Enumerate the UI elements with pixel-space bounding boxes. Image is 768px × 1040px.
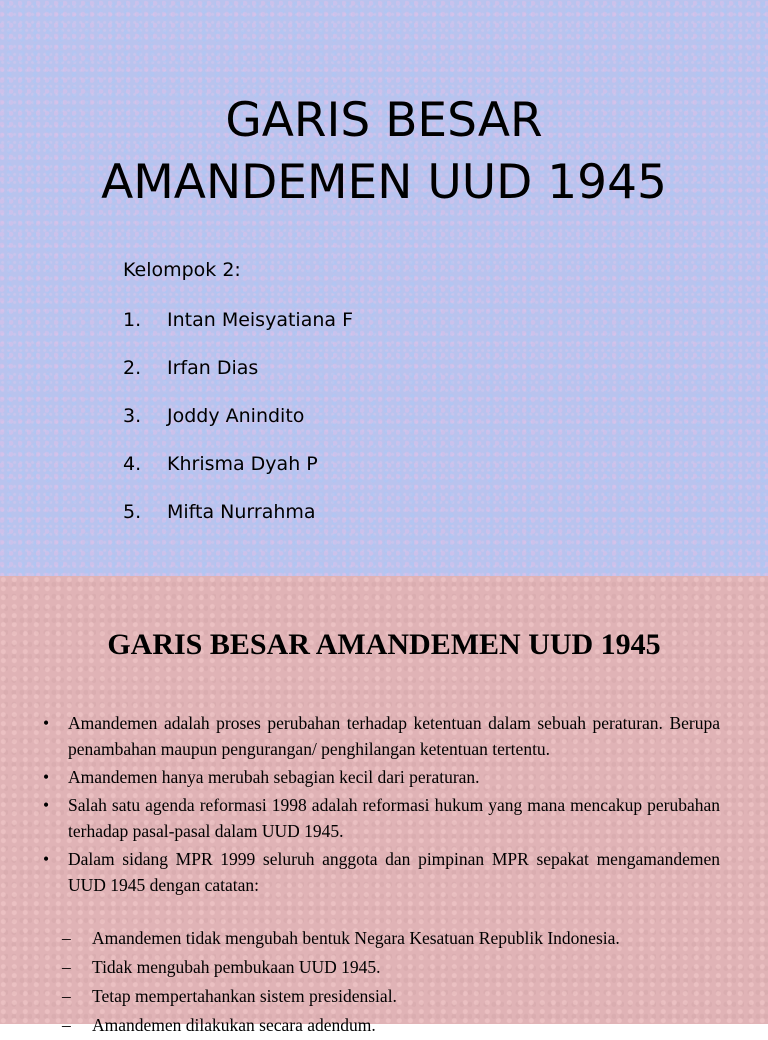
sub-bullet-marker: – [62,957,71,977]
sub-bullet-text: Tidak mengubah pembukaan UUD 1945. [92,957,381,977]
bullet-marker: • [43,849,50,869]
sub-bullet-marker: – [62,928,71,948]
sub-bullet-item [62,953,722,982]
bullet-item [43,792,720,844]
member-name: Joddy Anindito [167,405,305,427]
bullet-item [43,764,720,790]
sub-bullet-text: Amandemen tidak mengubah bentuk Negara Kesatuan Republik Indonesia. [92,928,620,948]
member-number: 1. [123,309,142,331]
member-item [123,355,353,403]
member-name: Khrisma Dyah P [167,453,318,475]
slide-1-title-line-1: GARIS BESAR [225,93,543,148]
sub-bullet-text: Amandemen dilakukan secara adendum. [92,1015,376,1035]
bullet-text: Amandemen hanya merubah sebagian kecil dari peraturan. [68,767,480,787]
member-number: 5. [123,501,142,523]
member-name: Intan Meisyatiana F [167,309,353,331]
slide-2 [0,576,768,1035]
sub-bullet-marker: – [62,1015,71,1035]
bullet-marker: • [43,795,50,815]
member-name: Irfan Dias [167,357,259,379]
member-name: Mifta Nurrahma [167,501,316,523]
bullet-item [43,710,720,762]
slide-1-title [0,90,768,214]
sub-bullet-marker: – [62,986,71,1006]
member-number: 2. [123,357,142,379]
member-item [123,403,353,451]
member-list [123,307,353,547]
sub-bullet-list [62,924,722,1040]
bullet-marker: • [43,767,50,787]
sub-bullet-item [62,982,722,1011]
slide-1-title-line-2: AMANDEMEN UUD 1945 [101,155,667,210]
member-item [123,451,353,499]
member-number: 3. [123,405,142,427]
member-item [123,499,353,547]
bullet-list [43,710,720,900]
bullet-item [43,846,720,898]
bullet-text: Salah satu agenda reformasi 1998 adalah reformasi hukum yang mana mencakup perubahan terhadap pasal-pasal dalam UUD 1945. [68,795,720,841]
sub-bullet-text: Tetap mempertahankan sistem presidensial. [92,986,397,1006]
bullet-text: Dalam sidang MPR 1999 seluruh anggota dan pimpinan MPR sepakat mengamandemen UUD 1945 dengan catatan: [68,849,720,895]
member-item [123,307,353,355]
sub-bullet-item [62,924,722,953]
bullet-marker: • [43,713,50,733]
member-number: 4. [123,453,142,475]
sub-bullet-item [62,1011,722,1040]
group-heading: Kelompok 2: [123,259,241,281]
slide-2-title: GARIS BESAR AMANDEMEN UUD 1945 [107,628,661,661]
bullet-text: Amandemen adalah proses perubahan terhadap ketentuan dalam sebuah peraturan. Berupa penambahan maupun pengurangan/ penghilangan ketentuan tertentu. [68,713,720,759]
